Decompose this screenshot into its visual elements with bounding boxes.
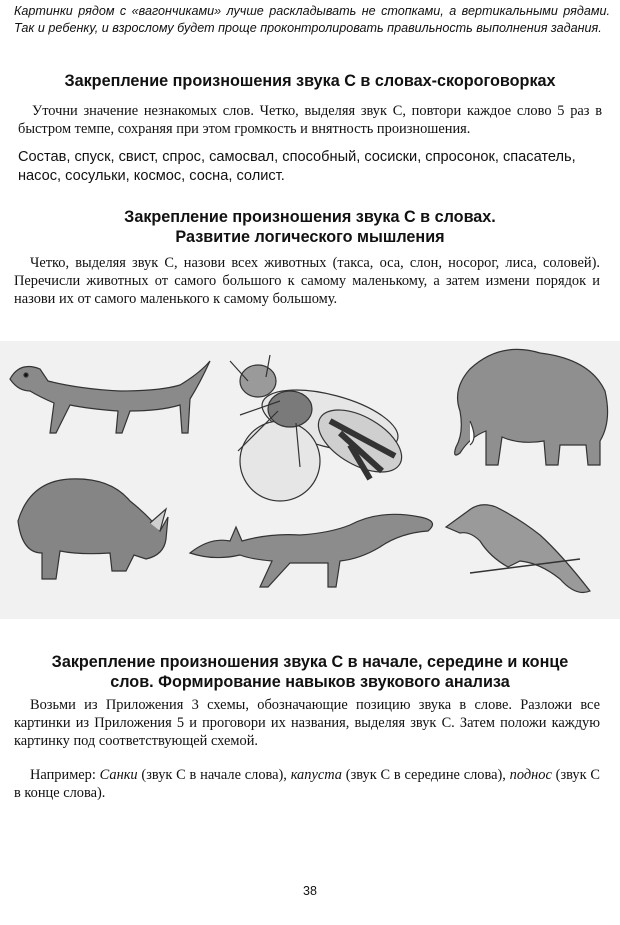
section2-instruction: Четко, выделяя звук С, назови всех животных (такса, оса, слон, носорог, лиса, соловей). Перечисли животных от самого большого к самому маленькому, а затем измени порядок и назови их от самого маленького к самому большому. [14, 255, 600, 307]
section1-instruction: Уточни значение незнакомых слов. Четко, выделяя звук С, повтори каждое слово 5 раз в быстром темпе, сохраняя при этом громкость и внятность произношения. [18, 103, 602, 137]
example-word-kapusta: капуста [290, 767, 342, 783]
animals-illustration [0, 341, 620, 619]
example-word-podnos: поднос [509, 767, 552, 783]
section2-title-line1: Закрепление произношения звука С в словах. [124, 208, 496, 226]
section2-title-line2: Развитие логического мышления [175, 228, 445, 246]
section3-title-line2: слов. Формирование навыков звукового анализа [110, 673, 510, 691]
example-note-start: (звук С в начале слова), [137, 767, 291, 783]
section1-title: Закрепление произношения звука С в словах-скороговорках [64, 72, 556, 90]
section3-instruction: Возьми из Приложения 3 схемы, обозначающие позицию звука в слове. Разложи все картинки из Приложения 5 и проговори их названия, выделяя звук С. Затем положи каждую картинку под соответствующей схемой. [14, 697, 600, 749]
section3-title-line1: Закрепление произношения звука С в начале, середине и конце [51, 653, 569, 671]
example-lead: Например: [30, 767, 100, 783]
section3-example [14, 766, 600, 802]
example-word-sanki: Санки [99, 767, 138, 783]
page-number: 38 [303, 884, 317, 898]
intro-note: Картинки рядом с «вагончиками» лучше раскладывать не стопками, а вертикальными рядами. Так и ребенку, и взрослому будет проще проконтролировать правильность выполнения задания. [14, 4, 610, 35]
example-note-middle: (звук С в середине слова), [342, 767, 510, 783]
section1-words: Состав, спуск, свист, спрос, самосвал, способный, сосиски, спросонок, спасатель, насос, сосульки, космос, сосна, солист. [18, 149, 576, 184]
example-note-end: (звук С в конце слова). [14, 767, 601, 801]
